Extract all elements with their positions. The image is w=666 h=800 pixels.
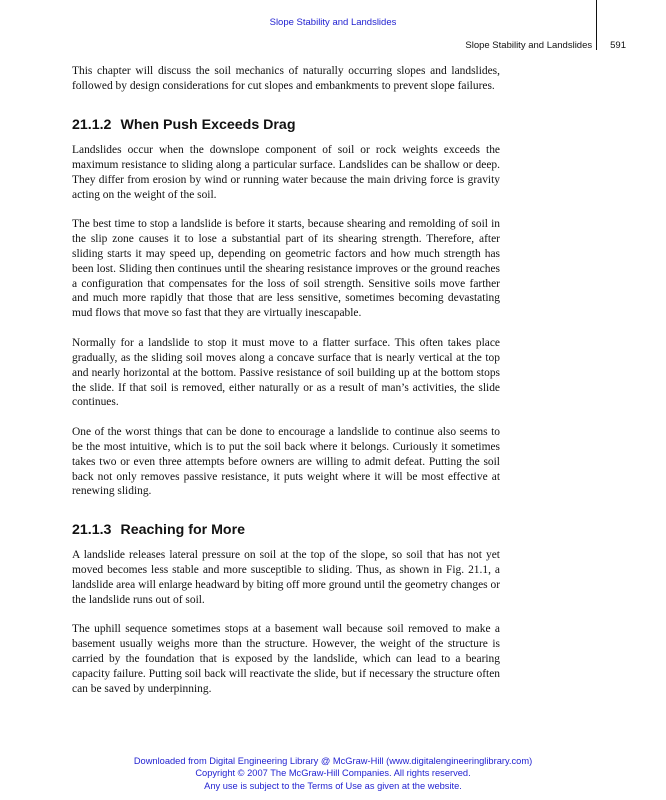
footer-download-link[interactable]: Downloaded from Digital Engineering Library @ McGraw-Hill (www.digitalengineeringlibrary.com) — [133, 756, 533, 766]
intro-paragraph: This chapter will discuss the soil mechanics of naturally occurring slopes and landslides, followed by design considerations for cut slopes and embankments to prevent slope failures. — [72, 65, 500, 92]
header-divider — [596, 0, 597, 50]
paragraph: Normally for a landslide to stop it must move to a flatter surface. This often takes place gradually, as the sliding soil moves along a concave surface that is nearly vertical at the top and nearly horizontal at the bottom. Passive resistance of soil building up at the bottom stops the slide. If that soil is removed, either naturally or as a result of man’s activities, the slide continues. — [72, 336, 500, 409]
footer-copyright: Copyright © 2007 The McGraw-Hill Companies. All rights reserved. — [195, 768, 471, 779]
page-body — [72, 64, 500, 712]
paragraph: A landslide releases lateral pressure on soil at the top of the slope, so soil that has not yet moved becomes less stable and more susceptible to sliding. Thus, as shown in Fig. 21.1, a landslide area will enlarge headward by biting off more ground until the geometry changes or the landslide runs out of soil. — [72, 549, 500, 607]
footer-terms-link[interactable]: Any use is subject to the Terms of Use as given at the website. — [204, 780, 462, 791]
chapter-banner-link[interactable]: Slope Stability and Landslides — [269, 17, 397, 28]
section-heading-21-1-3 — [72, 521, 500, 539]
running-head-title: Slope Stability and Landslides — [465, 40, 593, 51]
section-number: 21.1.2 — [72, 116, 112, 133]
section-title: Reaching for More — [120, 522, 246, 539]
page-number: 591 — [610, 40, 626, 51]
section-title: When Push Exceeds Drag — [120, 116, 296, 133]
section-number: 21.1.3 — [72, 522, 112, 539]
footer — [0, 755, 666, 792]
paragraph: The uphill sequence sometimes stops at a basement wall because soil removed to make a basement usually weighs more than the structure. However, the weight of the structure is carried by the foundation that is exposed by the landslide, which can lead to a bearing capacity failure. Putting soil back will reactivate the slide, but if necessary the structure often can be saved by underpinning. — [72, 623, 500, 696]
paragraph: The best time to stop a landslide is before it starts, because shearing and remolding of soil in the slip zone causes it to lose a substantial part of its shearing strength. Therefore, after sliding starts it may speed up, depending on geometric factors and how much strength has been lost. Sliding then continues until the shearing resistance improves or the ground reaches a configuration that compensates for the loss of soil strength. Sensitive soils move farther and much more rapidly that those that are less sensitive, sometimes becoming devastating mud flows that move so fast that they are virtually inescapable. — [72, 217, 500, 320]
paragraph: Landslides occur when the downslope component of soil or rock weights exceeds the maximum resistance to sliding along a particular surface. Landslides can be shallow or deep. They differ from erosion by wind or running water because the main driving force is gravity acting on the weight of the soil. — [72, 143, 500, 201]
section-heading-21-1-2 — [72, 116, 500, 134]
paragraph: One of the worst things that can be done to encourage a landslide to continue also seems to be the most intuitive, which is to put the soil back where it belongs. Curiously it sometimes takes two or even three attempts before owners are willing to admit defeat. Putting the soil back not only removes passive resistance, it puts weight where it will be most effective at renewing sliding. — [72, 425, 500, 498]
running-head — [0, 40, 626, 51]
